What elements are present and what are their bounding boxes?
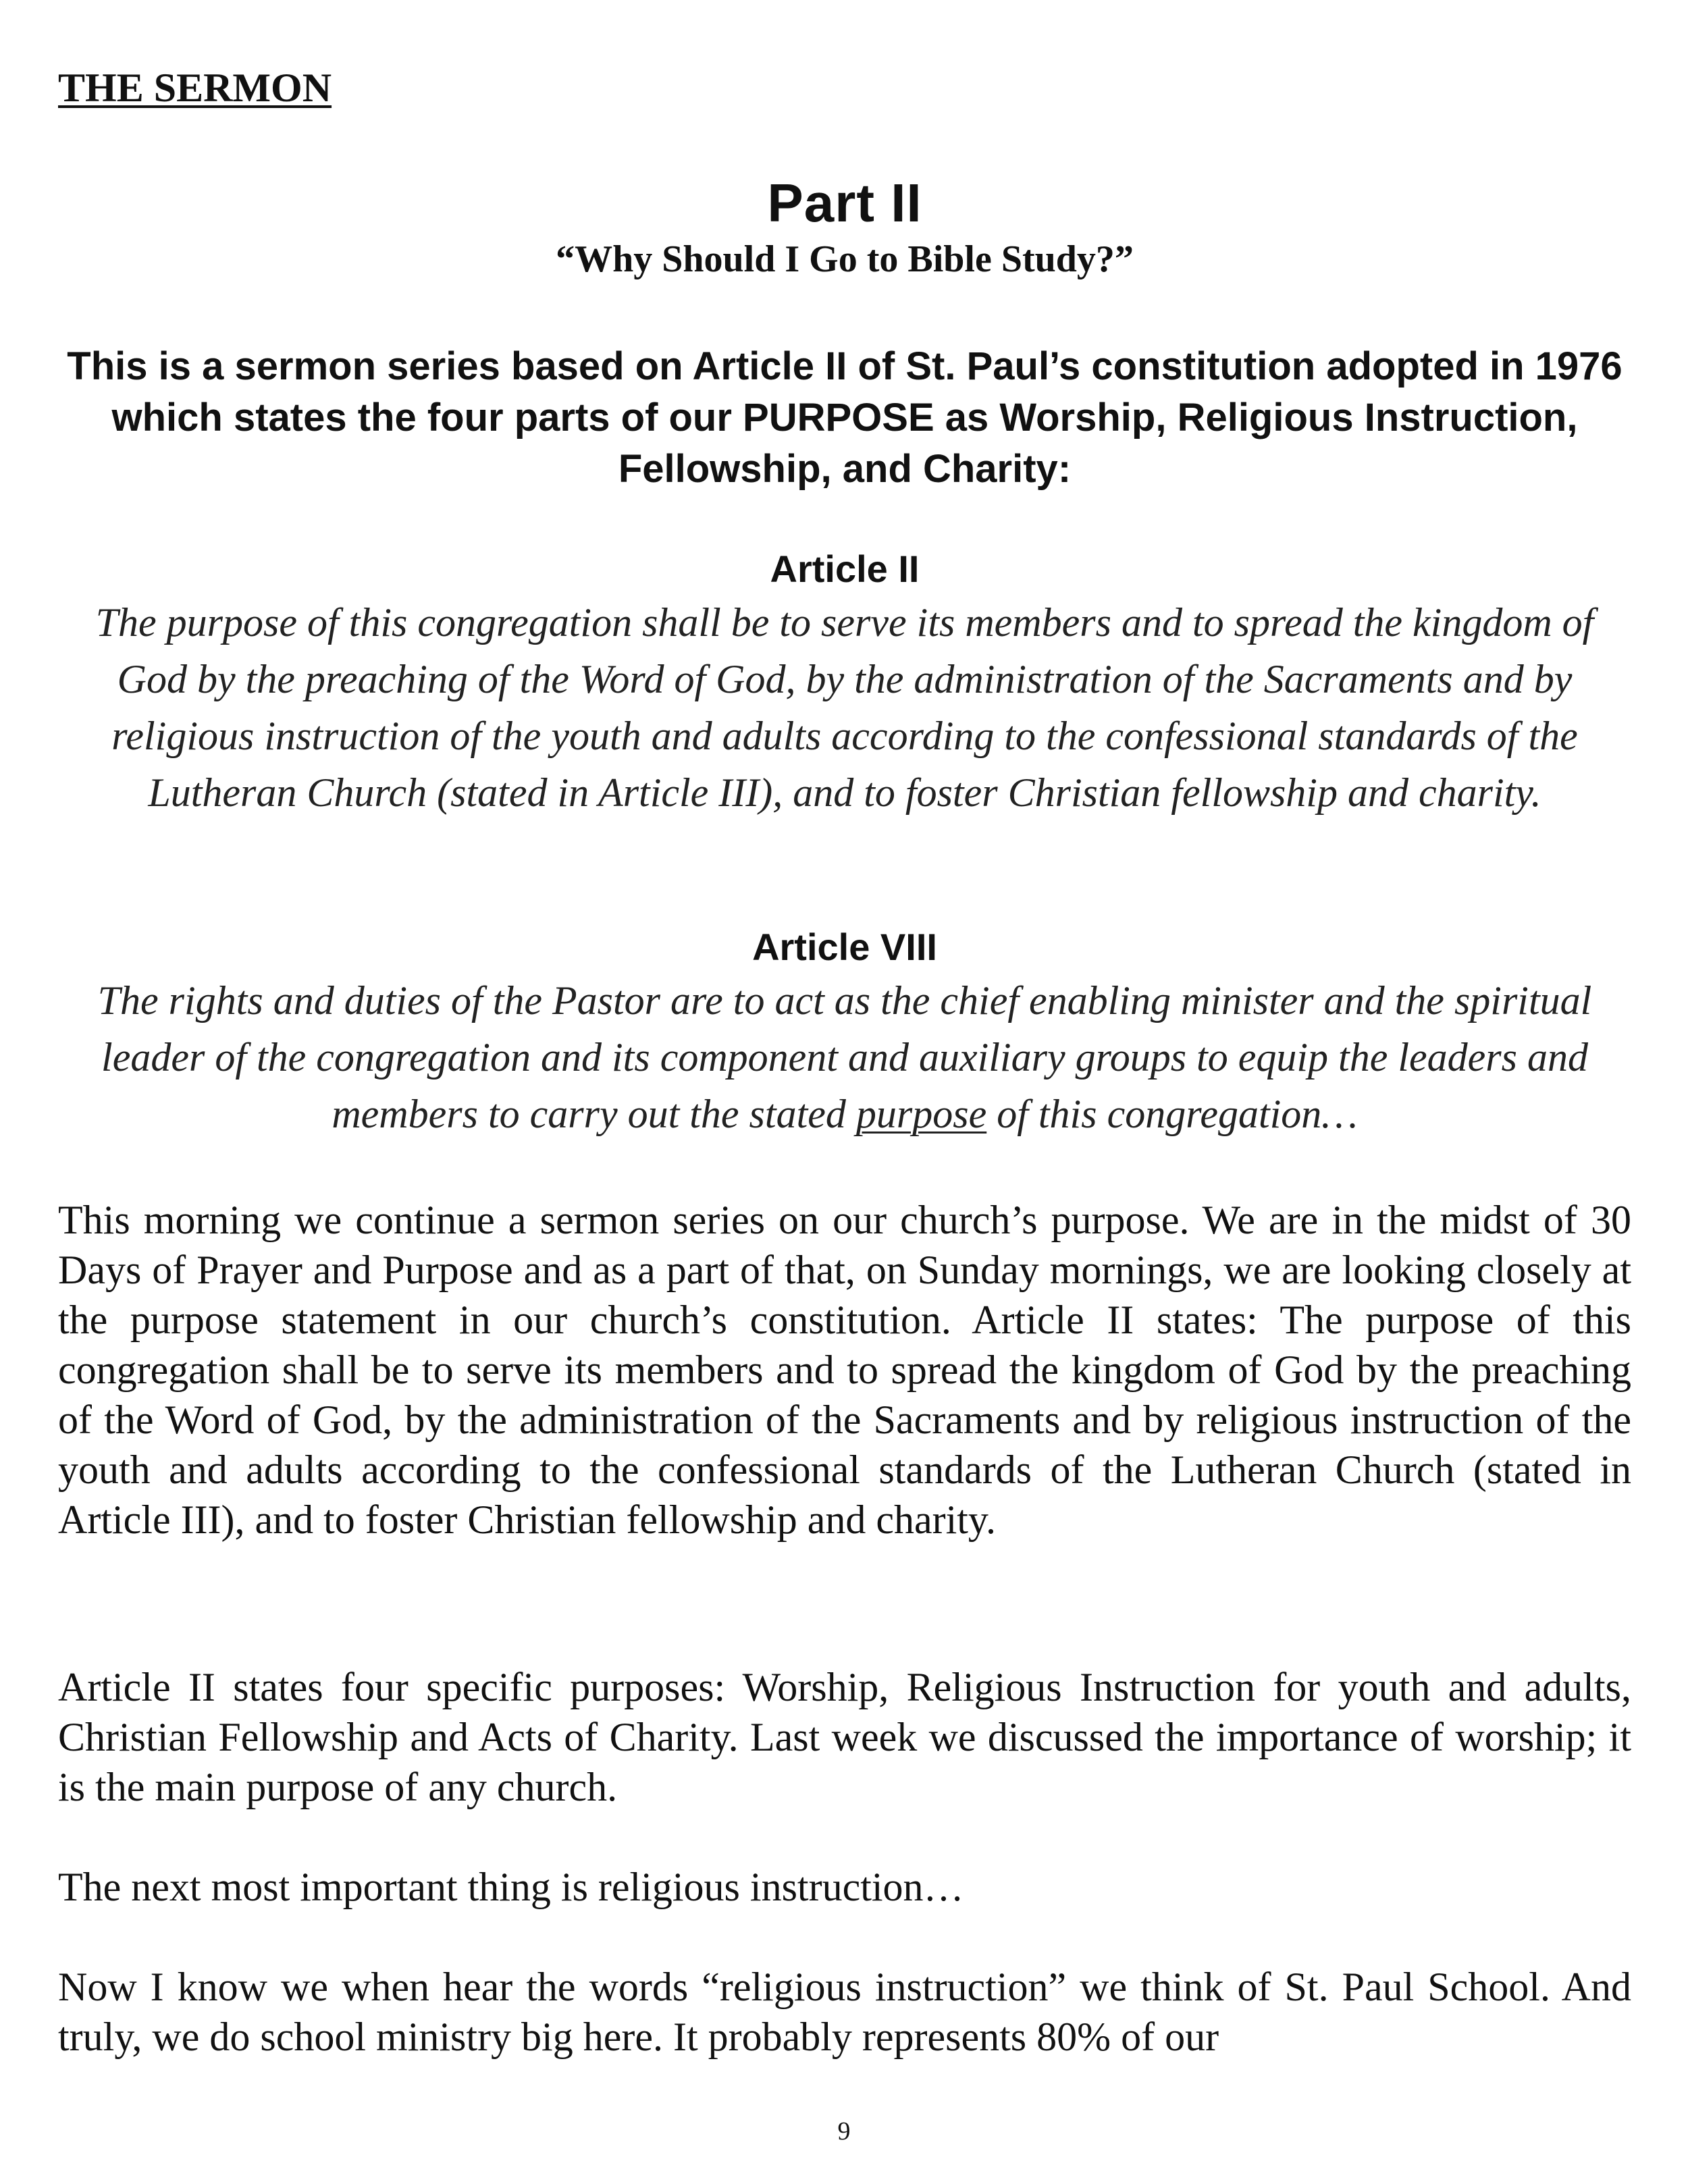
body-paragraph-3: The next most important thing is religious instruction…: [58, 1865, 964, 1909]
sermon-title: “Why Should I Go to Bible Study?”: [556, 238, 1134, 280]
article-ii-text: The purpose of this congregation shall be to serve its members and to spread the kingdom of God by the preaching of the Word of God, by the administration of the Sacraments and by religious instruction of the youth and adults according to the confessional standards of the Lutheran Church (stated in Article III), and to foster Christian fellowship and charity.: [95, 600, 1594, 815]
article-viii-underlined-word: purpose: [855, 1092, 987, 1136]
article-viii-text: [58, 972, 1631, 1142]
article-ii-heading: Article II: [770, 548, 920, 590]
body-paragraph-4: Now I know we when hear the words “religious instruction” we think of St. Paul School. And truly, we do school ministry big here. It probably represents 80% of our: [58, 1965, 1631, 2059]
page-number: 9: [837, 2117, 851, 2146]
part-title: Part II: [767, 173, 922, 233]
series-intro: This is a sermon series based on Article II of St. Paul’s constitution adopted in 1976 which states the four parts of our PURPOSE as Worship, Religious Instruction, Fellowship, and Charity:: [67, 344, 1623, 491]
article-viii-text-start: The rights and duties of the Pastor are to act as the chief enabling minister and the spiritual leader of the congregation and its component and auxiliary groups to equip the leaders and members to carry out the stated: [97, 978, 1592, 1136]
body-paragraph-2: Article II states four specific purposes: Worship, Religious Instruction for youth and adults, Christian Fellowship and Acts of Charity. Last week we discussed the importance of worship; it is the main purpose of any church.: [58, 1665, 1631, 1809]
body-paragraph-1: This morning we continue a sermon series on our church’s purpose. We are in the midst of 30 Days of Prayer and Purpose and as a part of that, on Sunday mornings, we are looking closely at the purpose statement in our church’s constitution. Article II states: The purpose of this congregation shall be to serve its members and to spread the kingdom of God by the preaching of the Word of God, by the administration of the Sacraments and by religious instruction of the youth and adults according to the confessional standards of the Lutheran Church (stated in Article III), and to foster Christian fellowship and charity.: [58, 1198, 1631, 1542]
section-label: THE SERMON: [58, 65, 332, 110]
article-viii-text-end: of this congregation…: [986, 1092, 1358, 1136]
article-viii-heading: Article VIII: [752, 926, 937, 968]
